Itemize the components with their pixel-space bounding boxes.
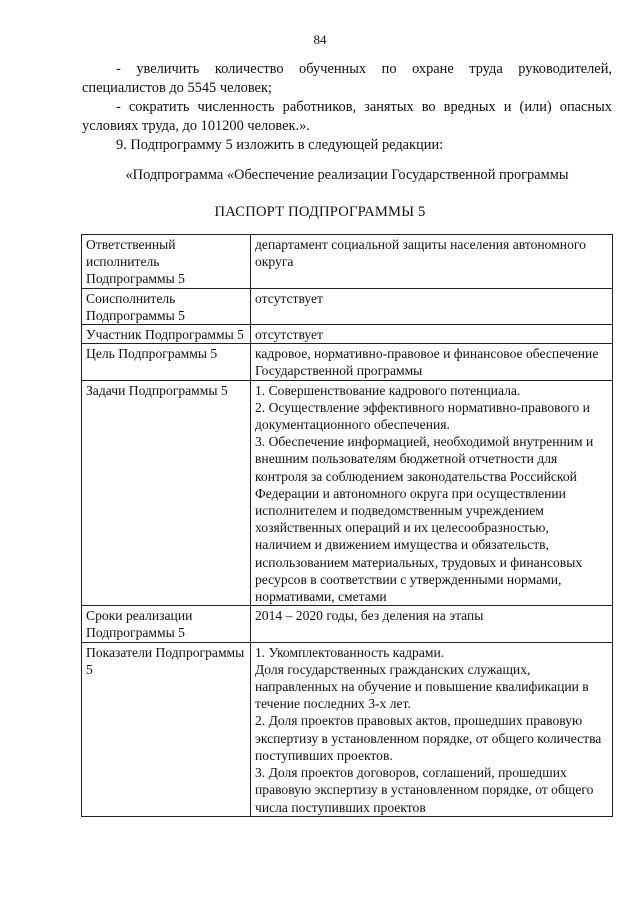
- table-row: [82, 606, 613, 642]
- row-label: Показатели Подпрограммы 5: [82, 642, 251, 816]
- row-value: [251, 606, 613, 642]
- value-line: 2014 – 2020 годы, без деления на этапы: [255, 608, 484, 624]
- value-line: кадровое, нормативно-правовое и финансовое обеспечение Государственной программы: [255, 346, 599, 379]
- value-line: департамент социальной защиты населения автономного округа: [255, 237, 586, 270]
- passport-table: [81, 234, 613, 817]
- row-label: Сроки реализации Подпрограммы 5: [82, 606, 251, 642]
- subprogram-heading: «Подпрограмма «Обеспечение реализации Государственной программы: [125, 167, 569, 183]
- value-line: 1. Укомплектованность кадрами.: [255, 644, 445, 660]
- value-line: 1. Совершенствование кадрового потенциала.: [255, 382, 521, 398]
- table-row: [82, 380, 613, 606]
- table-row: [82, 325, 613, 344]
- value-line: 2. Доля проектов правовых актов, прошедших правовую экспертизу в установленном порядке, от общего количества поступивших проектов.: [255, 713, 602, 763]
- row-label: Участник Подпрограммы 5: [82, 325, 251, 344]
- page-number: 84: [313, 32, 327, 47]
- table-row: [82, 235, 613, 289]
- row-label: Соисполнитель Подпрограммы 5: [82, 288, 251, 324]
- row-label: Ответственный исполнитель Подпрограммы 5: [82, 235, 251, 289]
- intro-paragraph: - увеличить количество обученных по охране труда руководителей, специалистов до 5545 человек;: [82, 61, 612, 96]
- value-line: отсутствует: [255, 290, 324, 306]
- value-line: 3. Доля проектов договоров, соглашений, прошедших правовую экспертизу в установленном порядке, от общего числа поступивших проектов: [255, 765, 594, 815]
- value-line: 3. Обеспечение информацией, необходимой внутренним и внешним пользователям бюджетной отчетности для контроля за соблюдением законодательства Российской Федерации и автономного округа при осуществлении исполнителем и подведомственным учреждением хозяйственных операций и их целесообразностью, наличием и движением имущества и обязательств, использованием материальных, трудовых и финансовых ресурсов в соответствии с утвержденными нормами, нормативами, сметами: [255, 434, 594, 605]
- table-row: [82, 344, 613, 380]
- row-value: [251, 288, 613, 324]
- table-row: [82, 642, 613, 816]
- row-label: Цель Подпрограммы 5: [82, 344, 251, 380]
- value-line: Доля государственных гражданских служащих, направленных на обучение и повышение квалификации в течение последних 3-х лет.: [255, 661, 589, 712]
- passport-title: ПАСПОРТ ПОДПРОГРАММЫ 5: [214, 204, 426, 220]
- row-value: [251, 325, 613, 344]
- intro-paragraph: - сократить численность работников, занятых во вредных и (или) опасных условиях труда, до 101200 человек.».: [82, 99, 612, 134]
- table-row: [82, 288, 613, 324]
- row-value: [251, 344, 613, 380]
- intro-paragraph: 9. Подпрограмму 5 изложить в следующей редакции:: [116, 137, 444, 153]
- value-line: 2. Осуществление эффективного нормативно-правового и документационного обеспечения.: [255, 399, 590, 433]
- row-value: [251, 235, 613, 289]
- value-line: отсутствует: [255, 327, 324, 343]
- row-value: [251, 380, 613, 606]
- row-label: Задачи Подпрограммы 5: [82, 380, 251, 606]
- intro-text: [82, 60, 612, 155]
- row-value: [251, 642, 613, 816]
